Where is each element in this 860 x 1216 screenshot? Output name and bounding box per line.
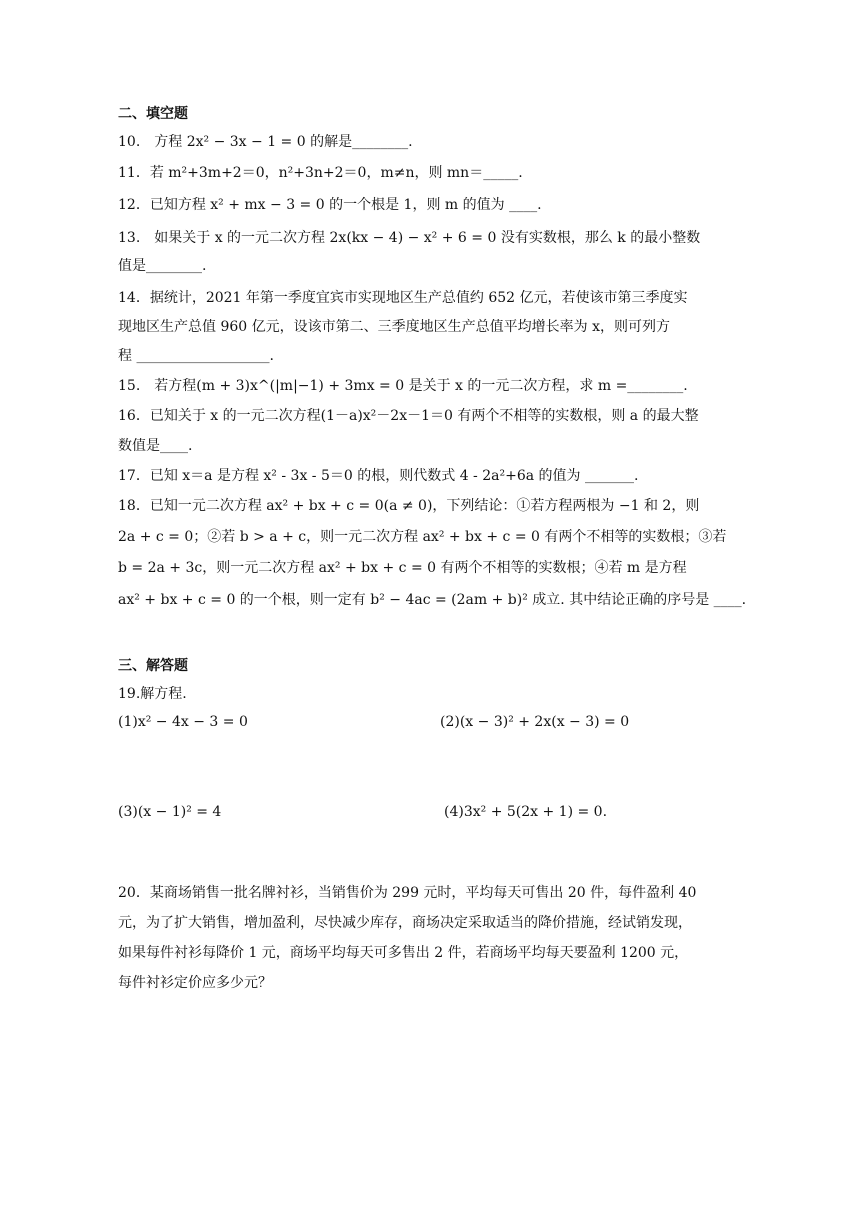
question-18-line-1: 18．已知一元二次方程 ax² + bx + c = 0(a ≠ 0)，下列结论：①若方程两根为 −1 和 2，则 — [118, 498, 700, 514]
question-18-line-4: ax² + bx + c = 0 的一个根，则一定有 b² − 4ac = (2am + b)² 成立. 其中结论正确的序号是 ____. — [118, 592, 747, 608]
question-10: 10. 方程 2x² − 3x − 1 = 0 的解是________. — [118, 134, 413, 150]
question-12: 12．已知方程 x² + mx − 3 = 0 的一个根是 1，则 m 的值为 ____. — [118, 197, 542, 213]
question-20-line-4: 每件衬衫定价应多少元？ — [118, 975, 272, 991]
question-17: 17．已知 x＝a 是方程 x² - 3x - 5＝0 的根，则代数式 4 - 2a²+6a 的值为 _______. — [118, 468, 639, 484]
question-18-line-2: 2a + c = 0；②若 b > a + c，则一元二次方程 ax² + bx + c = 0 有两个不相等的实数根；③若 — [118, 529, 727, 545]
question-19: 19.解方程. — [118, 686, 187, 702]
question-19-part-2: (2)(x − 3)² + 2x(x − 3) = 0 — [440, 714, 630, 730]
question-13-line-1: 13. 如果关于 x 的一元二次方程 2x(kx − 4) − x² + 6 = 0 没有实数根，那么 k 的最小整数 — [118, 230, 701, 246]
question-20-line-3: 如果每件衬衫每降价 1 元，商场平均每天可多售出 2 件，若商场平均每天要盈利 1200 元， — [118, 945, 689, 961]
question-11: 11．若 m²+3m+2＝0，n²+3n+2＝0，m≠n，则 mn＝_____. — [118, 165, 523, 181]
question-18-line-3: b = 2a + 3c，则一元二次方程 ax² + bx + c = 0 有两个不相等的实数根；④若 m 是方程 — [118, 560, 687, 576]
question-13-line-2: 值是________. — [118, 258, 207, 274]
question-19-part-3: (3)(x − 1)² = 4 — [118, 804, 222, 820]
question-15: 15. 若方程(m + 3)x^(|m|−1) + 3mx = 0 是关于 x 的一元二次方程，求 m =________. — [118, 378, 688, 394]
question-20-line-1: 20．某商场销售一批名牌衬衫，当销售价为 299 元时，平均每天可售出 20 件，每件盈利 40 — [118, 885, 697, 901]
question-19-part-1: (1)x² − 4x − 3 = 0 — [118, 714, 248, 730]
question-16-line-1: 16．已知关于 x 的一元二次方程(1－a)x²－2x－1＝0 有两个不相等的实数根，则 a 的最大整 — [118, 408, 699, 424]
question-20-line-2: 元，为了扩大销售，增加盈利，尽快减少库存，商场决定采取适当的降价措施，经试销发现， — [118, 915, 692, 931]
question-19-part-4: (4)3x² + 5(2x + 1) = 0. — [444, 804, 608, 820]
question-14-line-3: 程 ___________________. — [118, 348, 274, 364]
section-title-fill-in: 二、填空题 — [118, 106, 188, 122]
question-14-line-1: 14．据统计，2021 年第一季度宜宾市实现地区生产总值约 652 亿元，若使该市第三季度实 — [118, 290, 688, 306]
section-title-answer: 三、解答题 — [118, 658, 188, 674]
question-14-line-2: 现地区生产总值 960 亿元，设该市第二、三季度地区生产总值平均增长率为 x，则可列方 — [118, 319, 670, 335]
question-16-line-2: 数值是____. — [118, 438, 193, 454]
